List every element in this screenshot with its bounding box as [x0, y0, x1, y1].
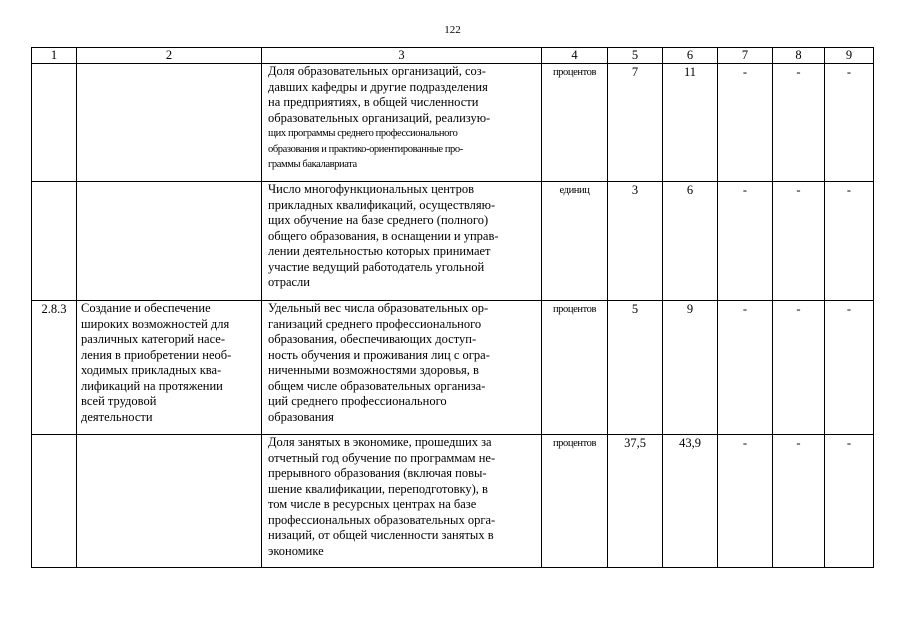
header-cell: 6	[663, 48, 718, 64]
indicator-line: на предприятиях, в общей численности	[268, 95, 479, 109]
page-number: 122	[444, 24, 461, 36]
indicators-table	[31, 47, 874, 568]
table-row	[32, 301, 874, 435]
indicator-line: граммы бакалавриата	[268, 159, 357, 170]
section-number-cell	[32, 64, 77, 182]
task-line: различных категорий насе-	[81, 332, 226, 346]
value-cell: 43,9	[663, 435, 718, 568]
indicator-line: образования	[268, 409, 334, 424]
table-row	[32, 64, 874, 182]
value-cell: -	[773, 435, 825, 568]
header-cell: 2	[77, 48, 262, 64]
indicator-line: ность обучения и проживания лиц с огра-	[268, 347, 490, 362]
indicator-line: профессиональных образовательных орга-	[268, 512, 496, 527]
header-cell: 4	[542, 48, 608, 64]
value-cell: 3	[608, 182, 663, 301]
unit-cell: единиц	[542, 182, 608, 301]
value-cell: 37,5	[608, 435, 663, 568]
value-cell: -	[718, 301, 773, 435]
indicator-line: общем числе образовательных организа-	[268, 378, 486, 393]
task-line: Создание и обеспечение	[81, 301, 211, 315]
header-cell: 9	[825, 48, 874, 64]
header-cell: 1	[32, 48, 77, 64]
header-cell: 7	[718, 48, 773, 64]
indicator-line: образовательных организаций, реализую-	[268, 110, 491, 125]
value-cell: 7	[608, 64, 663, 182]
unit-cell: процентов	[542, 64, 608, 182]
value-cell: -	[773, 301, 825, 435]
task-line: всей трудовой	[81, 394, 157, 408]
section-number-cell	[32, 182, 77, 301]
header-cell: 3	[262, 48, 542, 64]
value-cell: -	[825, 182, 874, 301]
value-cell: -	[825, 301, 874, 435]
task-cell	[77, 435, 262, 568]
value-cell: -	[773, 64, 825, 182]
task-cell	[77, 301, 262, 435]
indicator-line: отрасли	[268, 275, 310, 289]
value-cell: 9	[663, 301, 718, 435]
indicator-line: щих обучение на базе среднего (полного)	[268, 213, 489, 227]
indicator-cell	[262, 64, 542, 182]
indicator-line: образования, обеспечивающих доступ-	[268, 332, 477, 346]
header-cell: 5	[608, 48, 663, 64]
value-cell: -	[718, 64, 773, 182]
indicator-line: участие ведущий работодатель угольной	[268, 259, 485, 274]
table-row	[32, 182, 874, 301]
task-line: деятельности	[81, 409, 153, 424]
indicator-line: Доля занятых в экономике, прошедших за	[268, 435, 492, 449]
indicator-line: ганизаций среднего профессионального	[268, 316, 482, 331]
task-line: ления в приобретении необ-	[81, 347, 232, 362]
value-cell: -	[718, 182, 773, 301]
value-cell: -	[718, 435, 773, 568]
indicator-line: прикладных квалификаций, осуществляю-	[268, 197, 496, 212]
indicator-line: ниченными возможностями здоровья, в	[268, 363, 479, 377]
value-cell: 5	[608, 301, 663, 435]
value-cell: -	[773, 182, 825, 301]
header-row	[32, 48, 874, 64]
value-cell: -	[825, 64, 874, 182]
indicator-cell	[262, 435, 542, 568]
task-line: ходимых прикладных ква-	[81, 363, 222, 377]
indicator-line: шение квалификации, переподготовку), в	[268, 481, 488, 496]
indicator-line: Доля образовательных организаций, соз-	[268, 64, 486, 78]
task-line: широких возможностей для	[81, 316, 230, 331]
indicator-line: экономике	[268, 543, 324, 558]
indicator-line: давших кафедры и другие подразделения	[268, 79, 488, 94]
indicator-line: ций среднего профессионального	[268, 394, 447, 408]
section-number-cell: 2.8.3	[32, 301, 77, 435]
indicator-cell	[262, 301, 542, 435]
indicator-line: щих программы среднего профессионального	[268, 128, 458, 139]
value-cell: -	[825, 435, 874, 568]
header-cell: 8	[773, 48, 825, 64]
unit-cell: процентов	[542, 301, 608, 435]
indicator-line: лении деятельностью которых принимает	[268, 244, 491, 258]
indicator-line: общего образования, в оснащении и управ-	[268, 228, 499, 243]
indicator-line: Число многофункциональных центров	[268, 182, 475, 196]
indicator-line: том числе в ресурсных центрах на базе	[268, 497, 477, 511]
section-number-cell	[32, 435, 77, 568]
indicator-line: отчетный год обучение по программам не-	[268, 450, 496, 465]
value-cell: 6	[663, 182, 718, 301]
indicator-line: прерывного образования (включая повы-	[268, 466, 487, 480]
task-line: лификаций на протяжении	[81, 378, 223, 393]
task-cell	[77, 182, 262, 301]
value-cell: 11	[663, 64, 718, 182]
indicator-line: образования и практико-ориентированные про-	[268, 143, 463, 155]
table-row	[32, 435, 874, 568]
indicator-line: низаций, от общей численности занятых в	[268, 528, 494, 542]
unit-cell: процентов	[542, 435, 608, 568]
indicator-line: Удельный вес числа образовательных ор-	[268, 301, 489, 315]
indicator-cell	[262, 182, 542, 301]
task-cell	[77, 64, 262, 182]
